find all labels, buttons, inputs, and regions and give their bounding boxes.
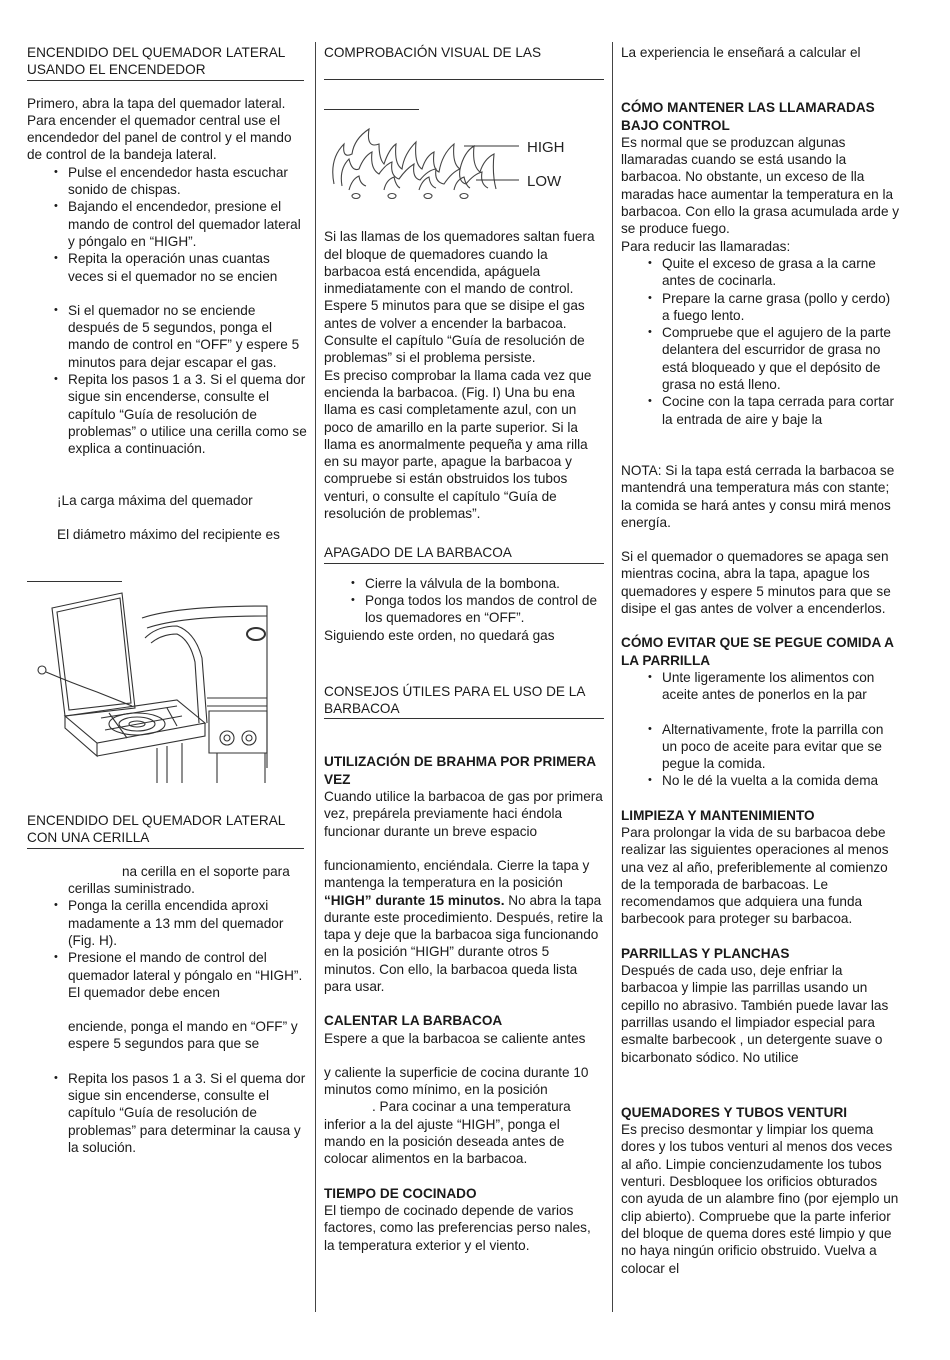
burner-off-paragraph: Si el quemador o quemadores se apaga sen mientras cocina, abra la tapa, apague los quemadores y espere 5 minutos para que se disipe el gas antes de volver a encenderlos.	[621, 549, 891, 617]
match-line-1: na cerilla en el soporte para	[122, 863, 290, 879]
heading-prevent-sticking: CÓMO EVITAR QUE SE PEGUE COMIDA A LA PARRILLA	[621, 635, 894, 668]
column-divider-2	[612, 42, 613, 1312]
flame-check-paragraph-2: Es preciso comprobar la llama cada vez que encienda la barbacoa. (Fig. I) Una bu ena llama es casi completamente azul, con un poco de amarillo en la parte superior. Si la llama es anormalmente pequeña y ama rilla en su mayor parte, apague la barbacoa y compruebe si están obstruidos los tubos venturi, o consulte el capítulo “Guía de resolución de problemas”.	[324, 367, 592, 522]
column-3	[621, 44, 901, 1277]
list-item: • Quite el exceso de grasa a la carne antes de cocinarla.	[662, 255, 901, 290]
side-burner-illustration	[27, 588, 272, 798]
sticking-steps-b	[621, 721, 901, 790]
lid-closed-note: NOTA: Si la tapa está cerrada la barbacoa se mantendrá una temperatura más con stante; la comida se hará antes y consu mirá menos energía.	[621, 462, 895, 530]
sticking-steps-a	[621, 669, 901, 704]
max-load-note: ¡La carga máxima del quemador	[57, 492, 253, 508]
list-item: • Compruebe que el agujero de la parte delantera del escurridor de grasa no está bloqueado y que el depósito de grasa no está lleno.	[662, 324, 901, 393]
list-item: • Alternativamente, frote la parrilla con un poco de aceite para evitar que se pegue la comida.	[662, 721, 901, 773]
list-item: • Unte ligeramente los alimentos con aceite antes de ponerlos en la par	[662, 669, 901, 704]
heading-cooking-time: TIEMPO DE COCINADO	[324, 1185, 477, 1201]
list-item: • Cocine con la tapa cerrada para cortar la entrada de aire y baje la	[662, 393, 901, 428]
flare-reduce-intro: Para reducir las llamaradas:	[621, 238, 791, 254]
max-diameter-note: El diámetro máximo del recipiente es	[57, 526, 280, 542]
igniter-steps-b	[27, 302, 308, 458]
column-1	[27, 44, 308, 1156]
heading-preheat: CALENTAR LA BARBACOA	[324, 1013, 503, 1029]
flare-paragraph: Es normal que se produzcan algunas llamaradas cuando se está usando la barbacoa. No obstante, un exceso de lla maradas hace aumentar la temperatura en la barbacoa. Con ello la grasa acumulada arde y se produce fuego.	[621, 134, 900, 237]
list-item: • Pulse el encendedor hasta escuchar sonido de chispas.	[68, 164, 308, 199]
column-divider-1	[315, 42, 316, 1312]
flame-check-paragraph-1: Si las llamas de los quemadores saltan fuera del bloque de quemadores cuando la barbacoa está encendida, apáguela inmediatamente con el mando de control. Espere 5 minutos para que se disipe el gas antes de volver a encender la barbacoa. Consulte el capítulo “Guía de resolución de problemas” si el problema persiste.	[324, 229, 595, 366]
list-item: • Ponga la cerilla encendida aproxi madamente a 13 mm del quemador (Fig. H).	[68, 897, 308, 949]
preheat-paragraph-c	[324, 1098, 604, 1167]
match-steps-b	[27, 1070, 308, 1156]
heading-cleaning: LIMPIEZA Y MANTENIMIENTO	[621, 807, 815, 823]
list-item: • Cierre la válvula de la bombona.	[365, 575, 604, 592]
list-item: • Ponga todos los mandos de control de los quemadores en “OFF”.	[365, 592, 604, 627]
grills-paragraph: Después de cada uso, deje enfriar la barbacoa y limpie las parrillas usando un cepillo no abrasivo. También puede lavar las parrillas usando el limpiador especial para esmalte barbecook , un detergente suave o bicarbonato sódico. No utilice	[621, 963, 889, 1065]
list-item: • No le dé la vuelta a la comida dema	[662, 772, 901, 789]
list-item: • Repita los pasos 1 a 3. Si el quema dor sigue sin encenderse, consulte el capítulo “Guía de resolución de problemas” o utilice una cerilla como se explica a continuación.	[68, 371, 308, 457]
preheat-paragraph-b: y caliente la superficie de cocina durante 10 minutos como mínimo, en la posición	[324, 1064, 589, 1098]
experience-line: La experiencia le enseñará a calcular el	[621, 45, 861, 60]
flame-high-label: HIGH	[527, 139, 565, 157]
section-title-shutdown: APAGADO DE LA BARBACOA	[324, 544, 604, 563]
list-item: • Repita la operación unas cuantas veces si el quemador no se encien	[68, 250, 308, 285]
figure-h-label-rule	[27, 581, 122, 582]
section-title-side-burner-igniter: ENCENDIDO DEL QUEMADOR LATERAL USANDO EL ENCENDEDOR	[27, 44, 304, 81]
shutdown-steps	[324, 575, 604, 627]
burners-paragraph: Es preciso desmontar y limpiar los quema dores y los tubos venturi al menos dos veces al año. Limpie concienzudamente los tubos venturi. Desbloquee los orificios obturados con ayuda de un alambre fino (por ejemplo un clip abierto). Compruebe que la parte inferior del bloque de quema dores esté limpio y que no haya ningún orificio obstruido. Vuelva a colocar el	[621, 1122, 899, 1276]
first-use-paragraph-b	[324, 857, 604, 995]
list-item: • Si el quemador no se enciende después de 5 segundos, ponga el mando de control en “OFF” y espere 5 minutos para dejar escapar el gas.	[68, 302, 308, 371]
first-use-text-1: funcionamiento, enciéndala. Cierre la tapa y mantenga la temperatura en la posición	[324, 857, 590, 891]
list-item: • Bajando el encendedor, presione el mando de control del quemador lateral y póngalo en “HIGH”.	[68, 198, 308, 250]
flames-icon	[333, 129, 496, 199]
shutdown-tail: Siguiendo este orden, no quedará gas	[324, 627, 555, 643]
list-item: • Repita los pasos 1 a 3. Si el quema dor sigue sin encenderse, consulte el capítulo “Guía de resolución de problemas” para determinar la causa y la solución.	[68, 1070, 308, 1156]
cleaning-paragraph: Para prolongar la vida de su barbacoa debe realizar las siguientes operaciones al menos una vez al año, preferiblemente al comienzo de la temporada de barbacoas. Le recomendamos que adquiera una funda barbecook para proteger su barbacoa.	[621, 824, 889, 927]
heading-grills: PARRILLAS Y PLANCHAS	[621, 945, 790, 961]
figure-i-label-rule	[324, 109, 419, 110]
column-2	[324, 44, 604, 1254]
match-steps-a	[27, 897, 308, 1001]
match-line-2: cerillas suministrado.	[68, 881, 195, 897]
preheat-paragraph-a: Espere a que la barbacoa se caliente antes	[324, 1030, 586, 1046]
heading-burners-venturi: QUEMADORES Y TUBOS VENTURI	[621, 1104, 848, 1120]
flame-height-figure	[324, 114, 604, 214]
preheat-text-c: . Para cocinar a una temperatura inferior a la del ajuste “HIGH”, ponga el mando en la posición deseada antes de colocar alimentos en la barbacoa.	[324, 1099, 571, 1167]
match-continuation: enciende, ponga el mando en “OFF” y espere 5 segundos para que se	[68, 1019, 298, 1052]
first-use-emphasis: “HIGH” durante 15 minutos.	[324, 892, 505, 908]
flare-reduce-steps	[621, 255, 901, 428]
cooking-time-paragraph: El tiempo de cocinado depende de varios factores, como las preferencias perso nales, la temperatura exterior y el viento.	[324, 1202, 591, 1253]
first-use-text-2: No abra la tapa durante este procedimiento. Después, retire la tapa y deje que la barbacoa siga funcionando en la posición “HIGH” durante otros 5 minutos. Con ello, la barbacoa queda lista para usar.	[324, 892, 603, 994]
igniter-steps-a	[27, 164, 308, 285]
flame-low-label: LOW	[527, 173, 562, 191]
side-burner-intro: Primero, abra la tapa del quemador lateral. Para encender el quemador central use el encendedor del panel de control y el mando de control de la bandeja lateral.	[27, 95, 292, 163]
section-title-side-burner-match: ENCENDIDO DEL QUEMADOR LATERAL CON UNA CERILLA	[27, 812, 304, 849]
section-title-visual-check: COMPROBACIÓN VISUAL DE LAS	[324, 44, 604, 80]
list-item: • Presione el mando de control del quemador lateral y póngalo en “HIGH”. El quemador debe encen	[68, 949, 308, 1001]
first-use-paragraph-a: Cuando utilice la barbacoa de gas por primera vez, prepárela previamente haci éndola funcionar durante un breve espacio	[324, 789, 603, 839]
section-title-useful-tips: CONSEJOS ÚTILES PARA EL USO DE LA BARBACOA	[324, 683, 604, 720]
list-item: • Prepare la carne grasa (pollo y cerdo) a fuego lento.	[662, 290, 901, 325]
heading-first-use: UTILIZACIÓN DE BRAHMA POR PRIMERA VEZ	[324, 754, 596, 787]
heading-flare-control: CÓMO MANTENER LAS LLAMARADAS BAJO CONTROL	[621, 100, 875, 133]
